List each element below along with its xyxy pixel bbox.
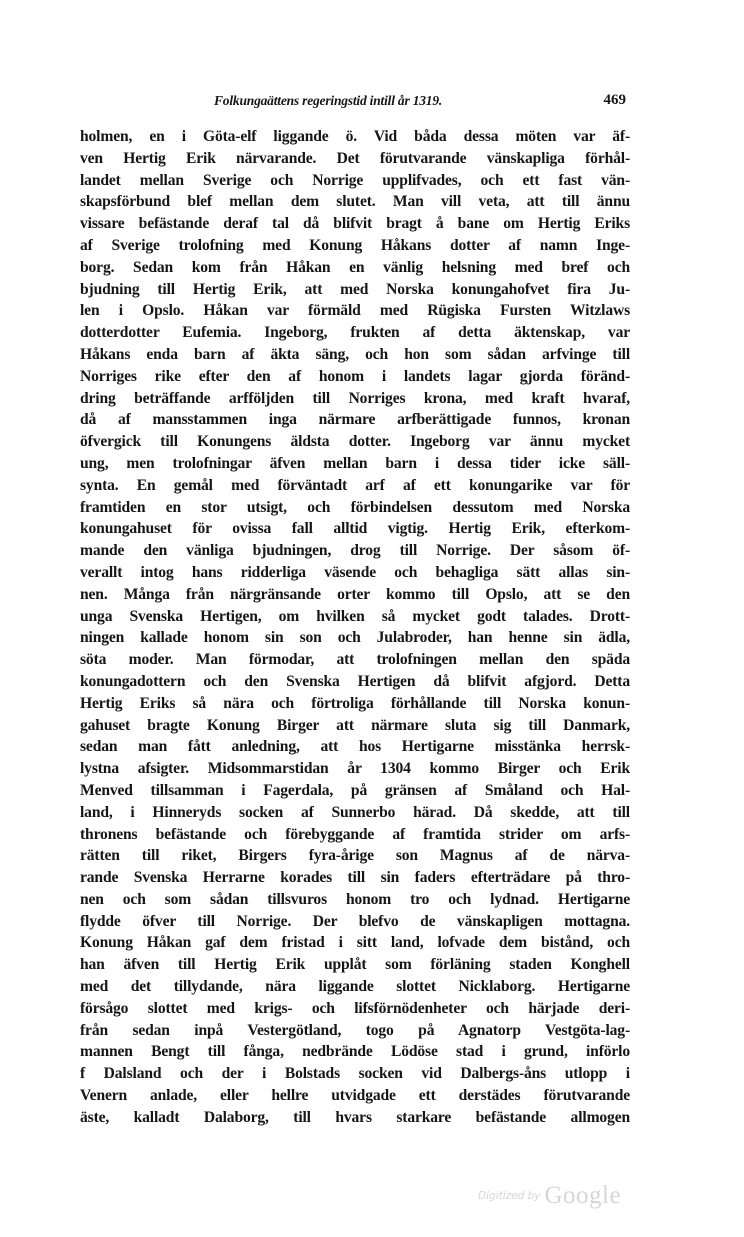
text-line: Venern anlade, eller hellre utvidgade ett derstädes förutvarande xyxy=(80,1087,630,1105)
text-line: försågo slottet med krigs- och lifsförnödenheter och härjade deri- xyxy=(80,999,630,1017)
text-line: då af mansstammen inga närmare arfberättigade funnos, kronan xyxy=(80,411,630,429)
body-text xyxy=(80,126,630,1129)
text-line: ningen kallade honom sin son och Julabroder, han henne sin ädla, xyxy=(80,629,630,647)
text-line: sedan man fått anledning, att hos Hertigarne misstänka herrsk- xyxy=(80,738,630,756)
text-line: ven Hertig Erik närvarande. Det förutvarande vänskapliga förhål- xyxy=(80,149,630,167)
text-line: mande den vänliga bjudningen, drog till Norrige. Der såsom öf- xyxy=(80,542,630,560)
text-line: Menved tillsamman i Fagerdala, på gränsen af Småland och Hal- xyxy=(80,781,630,799)
text-line: konungadottern och den Svenska Hertigen då blifvit afgjord. Detta xyxy=(80,672,630,690)
text-line: nen och som sådan tillsvuros honom tro och lydnad. Hertigarne xyxy=(80,890,630,908)
text-line: Håkans enda barn af äkta säng, och hon som sådan arfvinge till xyxy=(80,345,630,363)
text-line: lystna afsigter. Midsommarstidan år 1304 kommo Birger och Erik xyxy=(80,760,630,778)
text-line: borg. Sedan kom från Håkan en vänlig helsning med bref och xyxy=(80,258,630,276)
google-logo: Google xyxy=(544,1182,622,1209)
text-line: gahuset bragte Konung Birger att närmare sluta sig till Danmark, xyxy=(80,716,630,734)
text-line: f Dalsland och der i Bolstads socken vid Dalbergs-åns utlopp i xyxy=(80,1065,630,1083)
page-number: 469 xyxy=(603,92,626,108)
text-line: Norriges rike efter den af honom i landets lagar gjorda föränd- xyxy=(80,367,630,385)
text-line: len i Opslo. Håkan var förmäld med Rügiska Fursten Witzlaws xyxy=(80,302,630,320)
text-line: Hertig Eriks så nära och förtroliga förhållande till Norska konun- xyxy=(80,694,630,712)
text-line: från sedan inpå Vestergötland, togo på Agnatorp Vestgöta-lag- xyxy=(80,1021,630,1039)
running-title: Folkungaättens regeringstid intill år 1319. xyxy=(214,93,443,108)
text-line: dotterdotter Eufemia. Ingeborg, frukten af detta äktenskap, var xyxy=(80,324,630,342)
text-line: Konung Håkan gaf dem fristad i sitt land, lofvade dem bistånd, och xyxy=(80,934,630,952)
text-line: konungahuset för ovissa fall alltid vigtig. Hertig Erik, efterkom- xyxy=(80,520,630,538)
text-line: med det tillydande, nära liggande slottet Nicklaborg. Hertigarne xyxy=(80,978,630,996)
text-line: äste, kalladt Dalaborg, till hvars starkare befästande allmogen xyxy=(80,1108,630,1126)
text-line: skapsförbund blef mellan dem slutet. Man vill veta, att till ännu xyxy=(80,193,630,211)
google-watermark xyxy=(478,1182,648,1216)
text-line: han äfven till Hertig Erik upplåt som förläning staden Konghell xyxy=(80,956,630,974)
text-line: dring beträffande arfföljden till Norriges krona, med kraft hvaraf, xyxy=(80,389,630,407)
text-line: ung, men trolofningar äfven mellan barn i dessa tider icke säll- xyxy=(80,454,630,472)
text-line: unga Svenska Hertigen, om hvilken så mycket godt talades. Drott- xyxy=(80,607,630,625)
text-line: vissare befästande deraf tal då blifvit bragt å bane om Hertig Eriks xyxy=(80,215,630,233)
text-line: söta moder. Man förmodar, att trolofningen mellan den späda xyxy=(80,651,630,669)
text-line: landet mellan Sverige och Norrige upplifvades, och ett fast vän- xyxy=(80,171,630,189)
running-header xyxy=(80,93,630,115)
text-line: rande Svenska Herrarne korades till sin faders efterträdare på thro- xyxy=(80,869,630,887)
text-line: af Sverige trolofning med Konung Håkans dotter af namn Inge- xyxy=(80,236,630,254)
text-line: rätten till riket, Birgers fyra-årige son Magnus af de närva- xyxy=(80,847,630,865)
text-line: mannen Bengt till fånga, nedbrände Lödöse stad i grund, införlo xyxy=(80,1043,630,1061)
text-line: framtiden en stor utsigt, och förbindelsen dessutom med Norska xyxy=(80,498,630,516)
text-line: flydde öfver till Norrige. Der blefvo de vänskapligen mottagna. xyxy=(80,912,630,930)
text-line: nen. Många från närgränsande orter kommo till Opslo, att se den xyxy=(80,585,630,603)
text-line: synta. En gemål med förväntadt arf af ett konungarike var för xyxy=(80,476,630,494)
text-line: öfvergick till Konungens äldsta dotter. Ingeborg var ännu mycket xyxy=(80,433,630,451)
text-line: bjudning till Hertig Erik, att med Norska konungahofvet fira Ju- xyxy=(80,280,630,298)
text-line: land, i Hinneryds socken af Sunnerbo härad. Då skedde, att till xyxy=(80,803,630,821)
watermark-digitized-label: Digitized by xyxy=(478,1190,541,1202)
text-line: holmen, en i Göta-elf liggande ö. Vid båda dessa möten var äf- xyxy=(80,128,630,145)
text-line: thronens befästande och förebyggande af framtida strider om arfs- xyxy=(80,825,630,843)
text-line: verallt intog hans ridderliga väsende och behagliga sätt allas sin- xyxy=(80,563,630,581)
